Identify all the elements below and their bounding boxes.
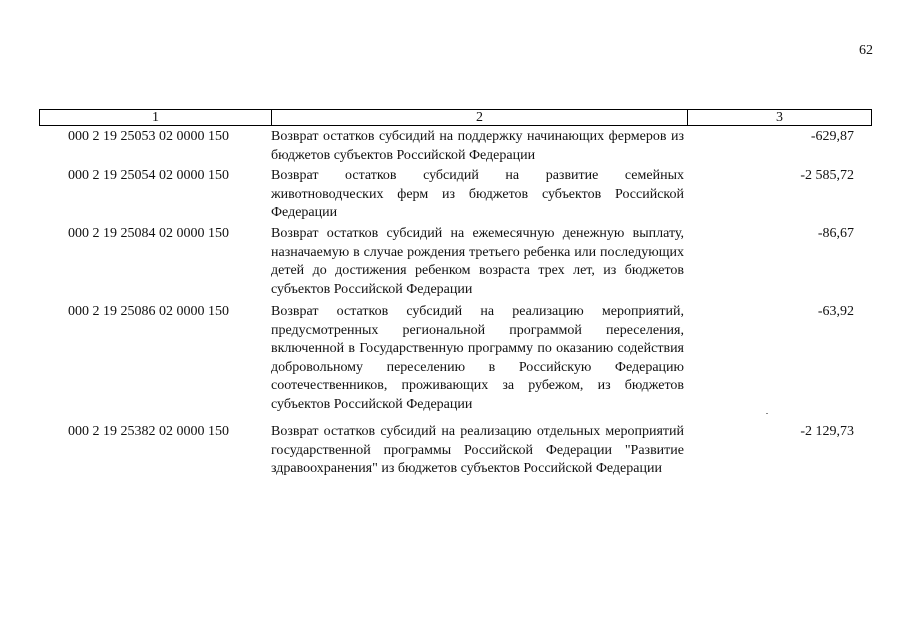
row-description: Возврат остатков субсидий на развитие семейных животноводческих ферм из бюджетов субъектов Российской Федерации: [271, 168, 684, 221]
row-code: 000 2 19 25084 02 0000 150: [68, 226, 229, 241]
row-code: 000 2 19 25086 02 0000 150: [68, 304, 229, 319]
table-header: [39, 109, 872, 126]
row-amount: -63,92: [817, 304, 854, 319]
row-amount: -2 585,72: [800, 168, 854, 183]
header-col-1: 1: [40, 110, 272, 125]
header-col-2: 2: [272, 110, 688, 125]
row-description: Возврат остатков субсидий на поддержку начинающих фермеров из бюджетов субъектов Российской Федерации: [271, 129, 684, 163]
row-code: 000 2 19 25054 02 0000 150: [68, 168, 229, 183]
row-description: Возврат остатков субсидий на реализацию мероприятий, предусмотренных региональной программой переселения, включенной в Государственную программу по оказанию содействия добровольному переселению в Российскую Федерацию соотечественников, проживающих за рубежом, из бюджетов субъектов Российской Федерации: [271, 304, 684, 412]
row-description: Возврат остатков субсидий на реализацию отдельных мероприятий государственной программы Российской Федерации "Развитие здравоохранения" из бюджетов субъектов Российской Федерации: [271, 424, 684, 477]
row-code: 000 2 19 25382 02 0000 150: [68, 424, 229, 439]
row-amount: -86,67: [817, 226, 854, 241]
scan-speck: [766, 413, 768, 414]
row-amount: -2 129,73: [800, 424, 854, 439]
row-description: Возврат остатков субсидий на ежемесячную денежную выплату, назначаемую в случае рождения третьего ребенка или последующих детей до достижения ребенком возраста трех лет, из бюджетов субъектов Российской Федерации: [271, 226, 684, 297]
header-col-3: 3: [776, 110, 783, 125]
row-amount: -629,87: [810, 129, 854, 144]
page-number: 62: [859, 43, 873, 58]
row-code: 000 2 19 25053 02 0000 150: [68, 129, 229, 144]
